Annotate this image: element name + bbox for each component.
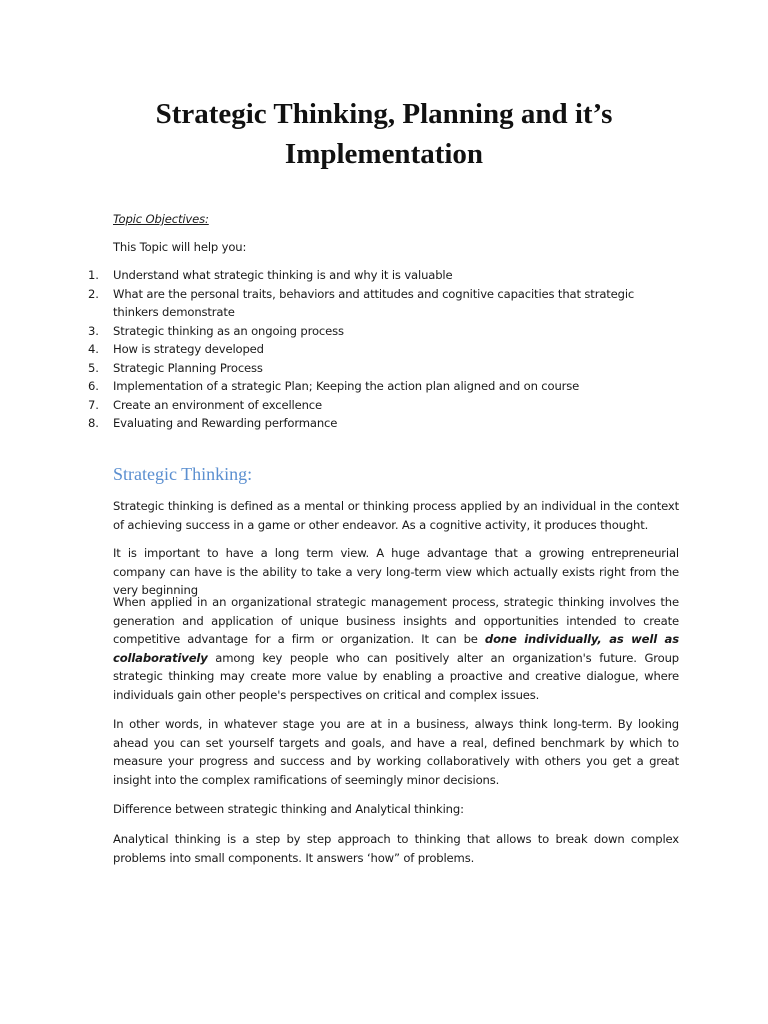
objective-text: What are the personal traits, behaviors and attitudes and cognitive capacities that strategic thinkers demonstrate	[113, 286, 635, 319]
document-title-line-1: Strategic Thinking, Planning and it’s	[155, 98, 613, 130]
objective-item	[88, 377, 680, 396]
paragraph-organizational-process	[113, 593, 679, 704]
objective-item	[88, 359, 680, 378]
objective-text: Evaluating and Rewarding performance	[113, 416, 338, 430]
objective-number: 2.	[88, 286, 99, 301]
paragraph-text: among key people who can positively alter an organization's future. Group strategic thinking may create more value by enabling a proactive and creative dialogue, where individuals gain other people's perspectives on critical and complex issues.	[113, 650, 679, 702]
paragraph-analytical-thinking: Analytical thinking is a step by step approach to thinking that allows to break down complex problems into small components. It answers ‘how” of problems.	[113, 832, 679, 865]
objective-number: 3.	[88, 323, 99, 338]
objective-item	[88, 322, 680, 341]
document-title	[90, 94, 678, 174]
document-title-line-2: Implementation	[284, 138, 484, 170]
objective-number: 4.	[88, 342, 99, 356]
objective-number: 6.	[88, 379, 99, 393]
objective-number: 7.	[88, 397, 99, 412]
objectives-list	[88, 266, 680, 433]
intro-text: This Topic will help you:	[113, 240, 247, 254]
objective-item	[88, 266, 680, 285]
objective-text: Create an environment of excellence	[113, 397, 323, 412]
objective-item	[88, 396, 680, 415]
topic-objectives-label: Topic Objectives:	[113, 212, 209, 226]
section-heading-strategic-thinking: Strategic Thinking:	[113, 464, 253, 484]
objective-number: 5.	[88, 360, 99, 375]
objective-text: Implementation of a strategic Plan; Keeping the action plan aligned and on course	[113, 379, 580, 393]
paragraph-long-term-view: It is important to have a long term view. A huge advantage that a growing entrepreneurial company can have is the ability to take a very long-term view which actually exists right from the very beginning	[113, 546, 679, 597]
objective-text: How is strategy developed	[113, 342, 264, 356]
paragraph-think-long-term: In other words, in whatever stage you are at in a business, always think long-term. By looking ahead you can set yourself targets and goals, and have a real, defined benchmark by which to measure your progress and success and by working collaboratively with others you get a great insight into the complex ramifications of seemingly minor decisions.	[113, 717, 679, 787]
paragraph-definition: Strategic thinking is defined as a mental or thinking process applied by an individual in the context of achieving success in a game or other endeavor. As a cognitive activity, it produces thought.	[113, 499, 679, 532]
emphasized-text: done individually, as well as collaboratively	[113, 632, 679, 665]
paragraph-difference-heading: Difference between strategic thinking and Analytical thinking:	[113, 802, 464, 816]
objective-item	[88, 340, 680, 359]
objective-number: 1.	[88, 268, 99, 282]
objective-item	[88, 414, 680, 433]
objective-text: Strategic thinking as an ongoing process	[113, 323, 344, 338]
objective-text: Understand what strategic thinking is and why it is valuable	[113, 268, 453, 282]
paragraph-text: When applied in an organizational strategic management process, strategic thinking involves the generation and application of unique business insights and opportunities intended to create competitive advantage for a firm or organization. It can be	[113, 595, 679, 646]
objective-item	[88, 285, 680, 322]
objective-text: Strategic Planning Process	[113, 360, 263, 375]
objective-number: 8.	[88, 416, 99, 430]
